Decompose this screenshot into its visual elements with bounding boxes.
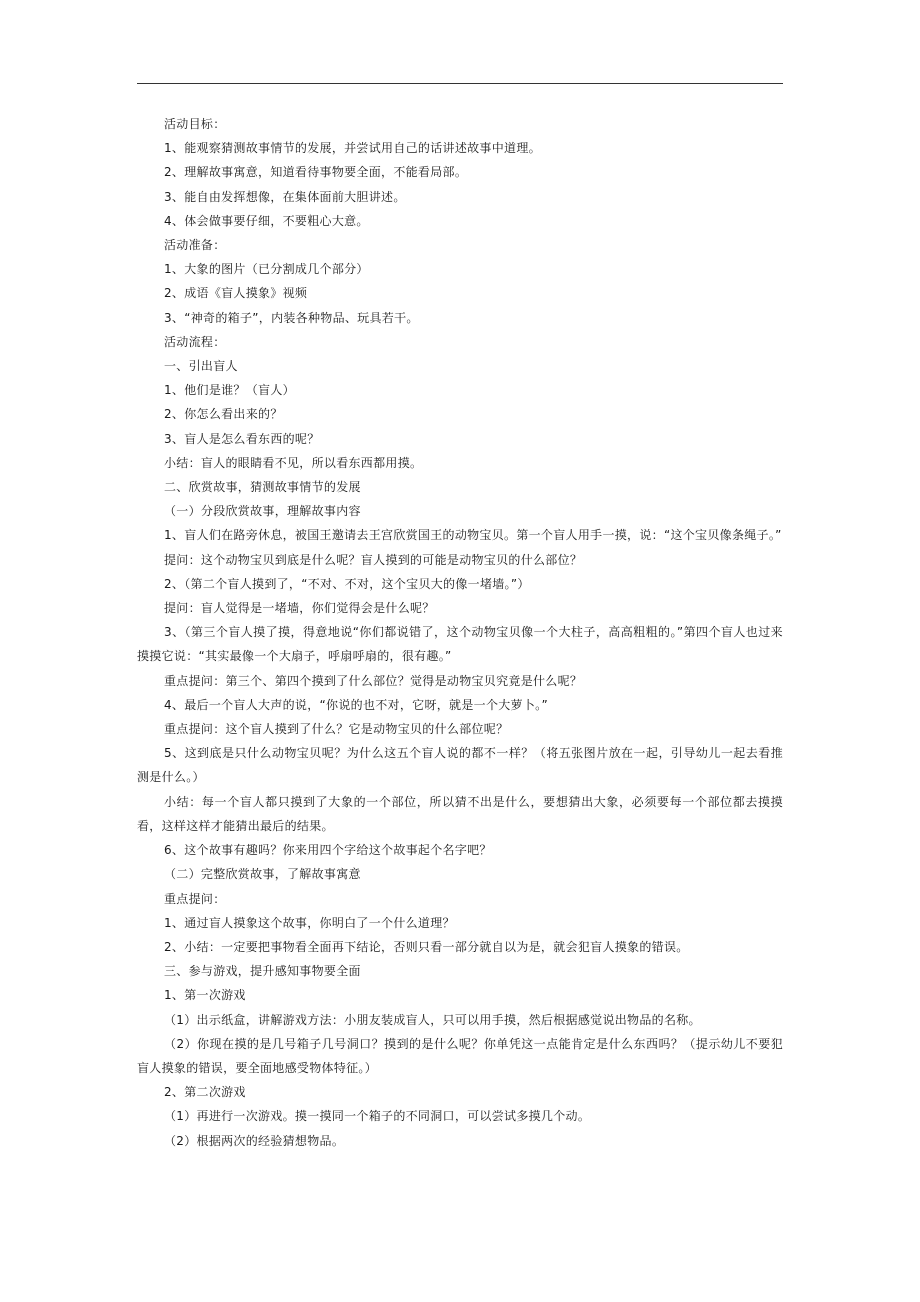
text-line: 1、盲人们在路旁休息，被国王邀请去王宫欣赏国王的动物宝贝。第一个盲人用手一摸，说：“这个宝贝像条绳子。”	[164, 528, 782, 543]
text-line: 1、他们是谁？（盲人）	[164, 383, 295, 398]
text-line: 2、小结：一定要把事物看全面再下结论，否则只看一部分就自以为是，就会犯盲人摸象的错误。	[164, 939, 689, 954]
text-line: 活动流程：	[164, 334, 226, 349]
text-line: 3、“神奇的箱子”，内装各种物品、玩具若干。	[164, 310, 419, 325]
text-line: 3、（第三个盲人摸了摸，得意地说“你们都说错了，这个动物宝贝像一个大柱子，高高粗粗的。”第四个盲人也过来摸摸它说：“其实最像一个大扇子，呼扇呼扇的，很有趣。”	[137, 625, 783, 664]
text-line: （2）你现在摸的是几号箱子几号洞口？摸到的是什么呢？你单凭这一点能肯定是什么东西吗？（提示幼儿不要犯盲人摸象的错误，要全面地感受物体特征。）	[137, 1036, 783, 1075]
text-line: 提问：盲人觉得是一堵墙，你们觉得会是什么呢？	[164, 601, 435, 616]
text-line: 4、体会做事要仔细，不要粗心大意。	[164, 213, 369, 228]
text-line: 1、通过盲人摸象这个故事，你明白了一个什么道理？	[164, 915, 455, 930]
text-line: （二）完整欣赏故事，了解故事寓意	[164, 867, 361, 882]
text-line: 2、第二次游戏	[164, 1085, 246, 1100]
text-line: 3、盲人是怎么看东西的呢？	[164, 431, 320, 446]
text-line: 重点提问：	[164, 891, 226, 906]
text-line: 一、引出盲人	[164, 359, 238, 374]
text-line: 1、大象的图片（已分割成几个部分）	[164, 262, 369, 277]
text-line: （1）出示纸盒，讲解游戏方法：小朋友装成盲人，只可以用手摸，然后根据感觉说出物品的名称。	[164, 1012, 701, 1027]
text-line: 3、能自由发挥想像，在集体面前大胆讲述。	[164, 189, 406, 204]
text-line: 1、能观察猜测故事情节的发展，并尝试用自己的话讲述故事中道理。	[164, 141, 541, 156]
text-line: （一）分段欣赏故事，理解故事内容	[164, 504, 361, 519]
text-line: 二、欣赏故事，猜测故事情节的发展	[164, 480, 361, 495]
text-line: 重点提问：这个盲人摸到了什么？它是动物宝贝的什么部位呢？	[164, 722, 509, 737]
text-line: 小结：盲人的眼睛看不见，所以看东西都用摸。	[164, 455, 423, 470]
text-line: 2、你怎么看出来的？	[164, 407, 283, 422]
document-body	[137, 112, 783, 1153]
text-line: 4、最后一个盲人大声的说，“你说的也不对，它呀，就是一个大萝卜。”	[164, 697, 548, 712]
text-line: 2、（第二个盲人摸到了，“不对、不对，这个宝贝大的像一堵墙。”）	[164, 576, 530, 591]
text-line: 5、这到底是只什么动物宝贝呢？为什么这五个盲人说的都不一样？（将五张图片放在一起，引导幼儿一起去看推测是什么。）	[137, 746, 783, 785]
text-line: 小结：每一个盲人都只摸到了大象的一个部位，所以猜不出是什么，要想猜出大象，必须要每一个部位都去摸摸看，这样这样才能猜出最后的结果。	[137, 794, 783, 833]
text-line: 三、参与游戏，提升感知事物要全面	[164, 964, 361, 979]
text-line: 2、成语《盲人摸象》视频	[164, 286, 308, 301]
text-line: 活动准备：	[164, 238, 226, 253]
text-line: 提问：这个动物宝贝到底是什么呢？盲人摸到的可能是动物宝贝的什么部位？	[164, 552, 583, 567]
text-line: 2、理解故事寓意，知道看待事物要全面，不能看局部。	[164, 165, 468, 180]
text-line: 6、这个故事有趣吗？你来用四个字给这个故事起个名字吧？	[164, 843, 492, 858]
text-line: 活动目标：	[164, 117, 226, 131]
text-line: （2）根据两次的经验猜想物品。	[164, 1133, 345, 1148]
text-line: （1）再进行一次游戏。摸一摸同一个箱子的不同洞口，可以尝试多摸几个动。	[164, 1109, 591, 1124]
text-line: 1、第一次游戏	[164, 988, 246, 1003]
header-rule	[137, 83, 783, 84]
text-line: 重点提问：第三个、第四个摸到了什么部位？觉得是动物宝贝究竟是什么呢？	[164, 673, 583, 688]
